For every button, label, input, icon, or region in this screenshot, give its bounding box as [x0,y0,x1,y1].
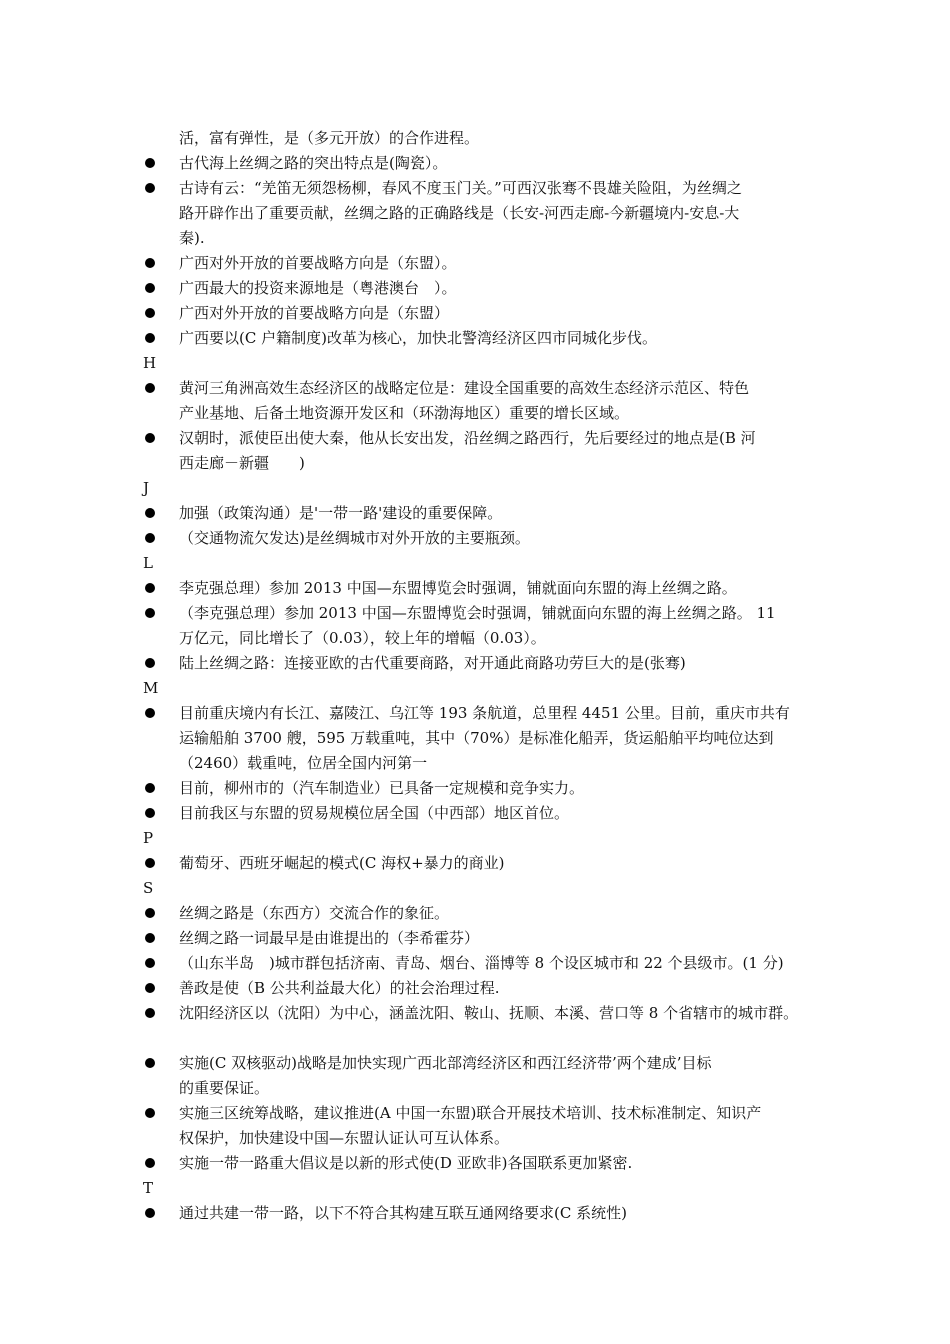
list-item-text: 沈阳经济区以（沈阳）为中心，涵盖沈阳、鞍山、抚顺、本溪、营口等 8 个省辖市的城市群。 [179,1004,799,1022]
section-letter: P [143,829,154,847]
bullet-icon [145,808,155,818]
section-letter: L [143,554,153,572]
list-item-text: 目前我区与东盟的贸易规模位居全国（中西部）地区首位。 [179,804,570,822]
list-item-text: 运输船舶 3700 艘，595 万载重吨，其中（70%）是标准化船弄，货运船舶平均吨位达到 [179,729,774,747]
bullet-icon [145,958,155,968]
list-item-text: （李克强总理）参加 2013 中国—东盟博览会时强调，铺就面向东盟的海上丝绸之路。 11 [179,604,776,622]
section-letter: T [143,1179,154,1197]
bullet-icon [145,1158,155,1168]
bullet-icon [145,708,155,718]
bullet-icon [145,308,155,318]
bullet-icon [145,333,155,343]
bullet-icon [145,258,155,268]
list-item-text: 葡萄牙、西班牙崛起的模式(C 海权+暴力的商业) [179,854,505,872]
list-item-text: 活，富有弹性，是（多元开放）的合作进程。 [179,129,480,147]
list-item-text: 古代海上丝绸之路的突出特点是(陶瓷）。 [179,154,448,172]
list-item-text: （2460）载重吨，位居全国内河第一 [179,754,428,772]
list-item-text: 的重要保证。 [179,1079,270,1097]
list-item-text: 万亿元，同比增长了（0.03），较上年的增幅（0.03）。 [179,629,546,647]
list-item-text: 实施一带一路重大倡议是以新的形式使(D 亚欧非)各国联系更加紧密. [179,1154,633,1172]
list-item-text: 加强（政策沟通）是'一带一路'建设的重要保障。 [179,504,503,522]
bullet-icon [145,433,155,443]
list-item-text: 黄河三角洲高效生态经济区的战略定位是：建设全国重要的高效生态经济示范区、特色 [179,379,750,397]
list-item-text: 丝绸之路是（东西方）交流合作的象征。 [179,904,450,922]
list-item-text: 实施(C 双核驱动)战略是加快实现广西北部湾经济区和西江经济带’两个建成’目标 [179,1054,712,1072]
list-item-text: （交通物流欠发达)是丝绸城市对外开放的主要瓶颈。 [179,529,530,547]
bullet-icon [145,908,155,918]
bullet-icon [145,658,155,668]
bullet-icon [145,983,155,993]
list-item-text: 路开辟作出了重要贡献，丝绸之路的正确路线是（长安-河西走廊-今新疆境内-安息-大 [179,204,740,222]
section-letter: M [143,679,159,697]
bullet-icon [145,858,155,868]
bullet-icon [145,383,155,393]
list-item-text: 广西对外开放的首要战略方向是（东盟）。 [179,254,457,272]
list-item-text: 产业基地、后备土地资源开发区和（环渤海地区）重要的增长区域。 [179,404,630,422]
list-item-text: 广西对外开放的首要战略方向是（东盟） [179,304,450,322]
bullet-icon [145,933,155,943]
bullet-icon [145,1108,155,1118]
list-item-text: 实施三区统筹战略，建议推进(A 中国一东盟)联合开展技术培训、技术标准制定、知识产 [179,1104,762,1122]
list-item-text: 通过共建一带一路，以下不符合其构建互联互通网络要求(C 系统性) [179,1204,627,1222]
list-item-text: 陆上丝绸之路：连接亚欧的古代重要商路，对开通此商路功劳巨大的是(张骞) [179,654,686,672]
list-item-text: 李克强总理）参加 2013 中国—东盟博览会时强调，铺就面向东盟的海上丝绸之路。 [179,579,737,597]
bullet-icon [145,1208,155,1218]
list-item-text: 善政是使（B 公共利益最大化）的社会治理过程. [179,979,500,997]
list-item-text: 广西最大的投资来源地是（粤港澳台 ）。 [179,279,457,297]
list-item-text: 权保护，加快建设中国—东盟认证认可互认体系。 [179,1129,510,1147]
bullet-icon [145,158,155,168]
section-letter: H [143,354,157,372]
bullet-icon [145,283,155,293]
bullet-icon [145,783,155,793]
bullet-icon [145,183,155,193]
bullet-icon [145,1058,155,1068]
section-letter: S [143,879,154,897]
list-item-text: 西走廊－新疆 ) [179,454,305,472]
list-item-text: 古诗有云：“羌笛无须怨杨柳，春风不度玉门关。”可西汉张骞不畏雄关险阻，为丝绸之 [179,179,742,197]
bullet-icon [145,608,155,618]
list-item-text: 丝绸之路一词最早是由谁提出的（李希霍芬） [179,929,480,947]
list-item-text: 汉朝时，派使臣出使大秦，他从长安出发，沿丝绸之路西行，先后要经过的地点是(B 河 [179,429,756,447]
list-item-text: 目前，柳州市的（汽车制造业）已具备一定规模和竞争实力。 [179,779,585,797]
bullet-icon [145,508,155,518]
list-item-text: 广西要以(C 户籍制度)改革为核心，加快北警湾经济区四市同城化步伐。 [179,329,657,347]
bullet-icon [145,583,155,593]
section-letter: J [143,479,150,497]
list-item-text: 秦). [179,229,205,247]
bullet-icon [145,533,155,543]
list-item-text: （山东半岛 )城市群包括济南、青岛、烟台、淄博等 8 个设区城市和 22 个县级市。(1 分) [179,954,784,972]
bullet-icon [145,1008,155,1018]
list-item-text: 目前重庆境内有长江、嘉陵江、乌江等 193 条航道，总里程 4451 公里。目前，重庆市共有 [179,704,790,722]
